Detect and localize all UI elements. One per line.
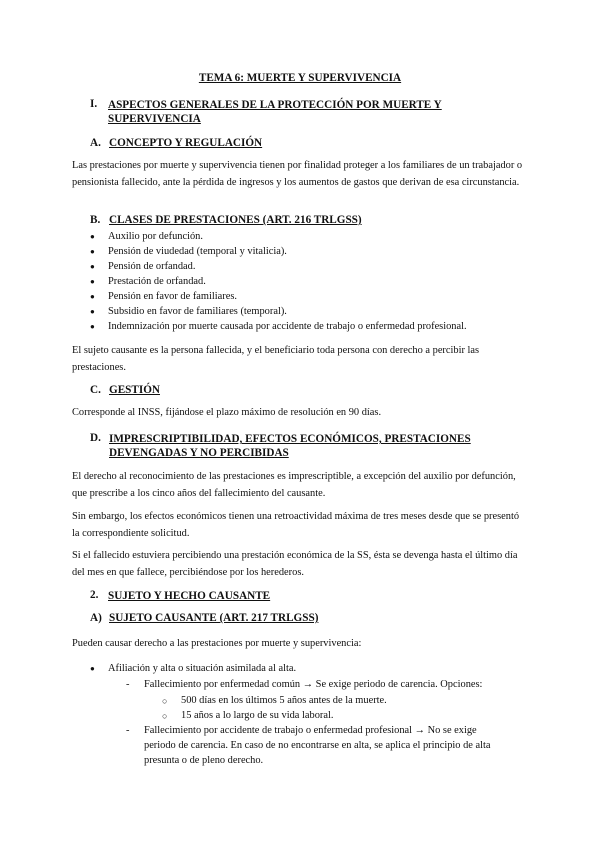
causante-paragraph: El sujeto causante es la persona fallecida, y el beneficiario toda persona con derecho a percibir las prestaciones. xyxy=(72,345,480,373)
section-1-heading: ASPECTOS GENERALES DE LA PROTECCIÓN POR MUERTE Y SUPERVIVENCIA xyxy=(108,99,442,125)
devengo-paragraph: Si el fallecido estuviera percibiendo una prestación económica de la SS, ésta se devenga hasta el último día del mes en que fallece, percibiéndose por los herederos. xyxy=(72,550,518,578)
bullet-icon: ● xyxy=(90,292,95,301)
subsection-b-heading xyxy=(90,214,362,226)
subsection-2a-heading xyxy=(90,612,318,624)
dash-icon: - xyxy=(126,725,130,736)
concept-paragraph: Las prestaciones por muerte y supervivencia tienen por finalidad proteger a los familiares de un trabajador o pensionista fallecido, ante la pérdida de ingresos y los aumentos de gastos que derivan de esa circunstancia. xyxy=(72,160,523,188)
bullet-icon: ● xyxy=(90,232,95,241)
bullet-icon: ● xyxy=(90,307,95,316)
efectos-paragraph: Sin embargo, los efectos económicos tienen una retroactividad máxima de tres meses desde que se presentó la correspondiente solicitud. xyxy=(72,511,520,539)
dash-icon: - xyxy=(126,679,130,690)
gestion-paragraph: Corresponde al INSS, fijándose el plazo máximo de resolución en 90 días. xyxy=(72,407,382,418)
imprescriptibilidad-paragraph: El derecho al reconocimiento de las prestaciones es imprescriptible, a excepción del auxilio por defunción, que prescribe a los cinco años del fallecimiento del causante. xyxy=(72,471,516,499)
bullet-icon: ● xyxy=(90,262,95,271)
subsection-a-heading xyxy=(90,137,262,149)
sujeto-intro-paragraph: Pueden causar derecho a las prestaciones por muerte y supervivencia: xyxy=(72,638,362,649)
prestaciones-list: ● Auxilio por defunción. ● Pensión de viudedad (temporal y vitalicia). ● Pensión de orfandad. ● Prestación de orfandad. ● Pensión en favor de familiares. ● Subsidio en favor de familiares (temporal). ● Indemnización por muerte causada por accidente de trabajo o enfermedad profesional. xyxy=(0,230,600,340)
circle-bullet-icon: ○ xyxy=(162,696,168,706)
bullet-icon: ● xyxy=(90,277,95,286)
subsection-c-heading xyxy=(90,384,160,396)
circle-bullet-icon: ○ xyxy=(162,711,168,721)
subsection-b-letter: B. xyxy=(90,214,101,226)
subsection-d-letter: D. xyxy=(90,432,101,444)
bullet-icon: ● xyxy=(90,322,95,331)
subsection-2a-letter: A) xyxy=(90,612,102,624)
section-2-heading: SUJETO Y HECHO CAUSANTE xyxy=(108,590,271,602)
section-2-number: 2. xyxy=(90,589,99,601)
subsection-b-title: CLASES DE PRESTACIONES (ART. 216 TRLGSS) xyxy=(109,214,362,226)
section-1-number: I. xyxy=(90,98,98,110)
document-title: TEMA 6: MUERTE Y SUPERVIVENCIA xyxy=(198,72,402,84)
subsection-c-title: GESTIÓN xyxy=(109,384,160,396)
requisitos-list: ● Afiliación y alta o situación asimilada al alta. - Fallecimiento por enfermedad común → Se exige periodo de carencia. Opciones: ○ 500 días en los últimos 5 años antes de la muerte. ○ 15 años a lo largo de su vida laboral. - Fallecimiento por accidente de trabajo o enfermedad profesional → No se exige periodo de carencia. En caso de no encontrarse en alta, se aplica el principio de alta presunta o de pleno derecho. xyxy=(90,663,491,766)
subsection-a-letter: A. xyxy=(90,137,101,149)
bullet-icon: ● xyxy=(90,664,95,673)
subsection-c-letter: C. xyxy=(90,384,101,396)
bullet-icon: ● xyxy=(90,247,95,256)
subsection-a-title: CONCEPTO Y REGULACIÓN xyxy=(109,137,263,149)
subsection-d-title: IMPRESCRIPTIBILIDAD, EFECTOS ECONÓMICOS, PRESTACIONES DEVENGADAS Y NO PERCIBIDAS xyxy=(109,433,471,459)
subsection-2a-title: SUJETO CAUSANTE (ART. 217 TRLGSS) xyxy=(109,612,319,624)
